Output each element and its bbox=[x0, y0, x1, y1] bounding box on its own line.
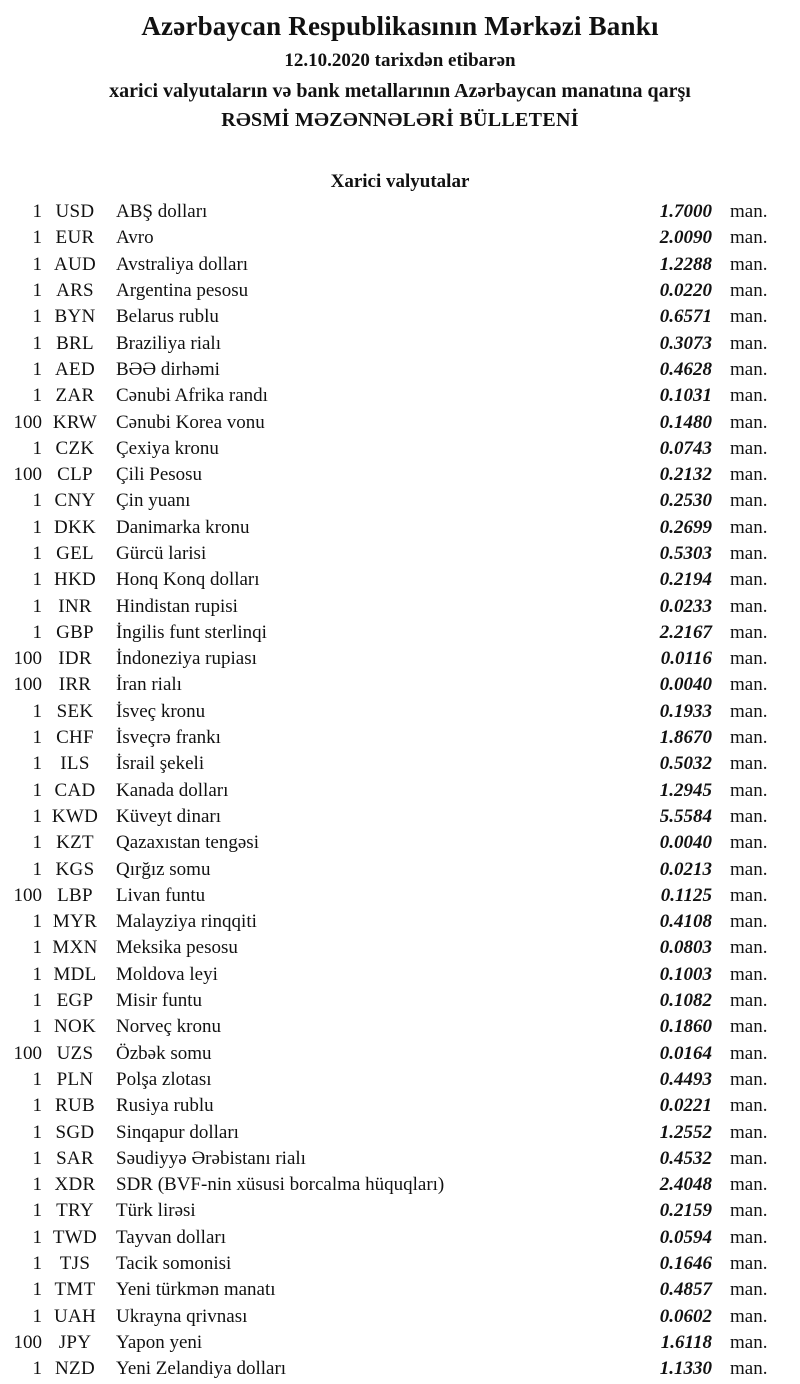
currency-name: SDR (BVF-nin xüsusi borcalma hüquqları) bbox=[116, 1174, 445, 1196]
currency-quantity: 1 bbox=[32, 201, 42, 223]
section-title-foreign-currencies: Xarici valyutalar bbox=[330, 171, 470, 192]
currency-unit: man. bbox=[730, 884, 768, 906]
currency-name: Belarus rublu bbox=[116, 306, 219, 328]
currency-rate-row bbox=[0, 357, 800, 383]
currency-code: SEK bbox=[56, 700, 94, 722]
currency-rate-row bbox=[0, 883, 800, 909]
currency-code: CZK bbox=[55, 437, 95, 459]
currency-quantity: 1 bbox=[32, 595, 42, 617]
currency-name: Çin yuanı bbox=[116, 490, 191, 512]
currency-rate-row bbox=[0, 1356, 800, 1382]
currency-name: Kanada dolları bbox=[116, 779, 229, 801]
currency-rate-row bbox=[0, 567, 800, 593]
currency-quantity: 100 bbox=[13, 884, 42, 906]
currency-rate: 0.2699 bbox=[659, 516, 712, 538]
currency-quantity: 1 bbox=[32, 227, 42, 249]
currency-rate: 0.0602 bbox=[659, 1305, 712, 1327]
currency-name: Hindistan rupisi bbox=[116, 595, 238, 617]
currency-unit: man. bbox=[730, 385, 768, 407]
currency-unit: man. bbox=[730, 1174, 768, 1196]
currency-quantity: 1 bbox=[32, 753, 42, 775]
currency-rate-row bbox=[0, 909, 800, 935]
currency-name: Türk lirəsi bbox=[116, 1200, 196, 1222]
currency-unit: man. bbox=[730, 411, 768, 433]
currency-code: ZAR bbox=[55, 385, 95, 407]
currency-rate: 0.1646 bbox=[659, 1253, 712, 1275]
currency-name: Özbək somu bbox=[116, 1042, 212, 1064]
currency-quantity: 1 bbox=[32, 963, 42, 985]
currency-unit: man. bbox=[730, 569, 768, 591]
currency-code: MXN bbox=[52, 937, 98, 959]
currency-rate-row bbox=[0, 330, 800, 356]
currency-name: Çexiya kronu bbox=[116, 437, 219, 459]
currency-quantity: 1 bbox=[32, 727, 42, 749]
currency-code: IDR bbox=[58, 648, 92, 670]
currency-rate-row bbox=[0, 699, 800, 725]
currency-quantity: 1 bbox=[32, 832, 42, 854]
currency-code: BYN bbox=[54, 306, 96, 328]
currency-rate: 0.0233 bbox=[659, 595, 712, 617]
currency-name: Çili Pesosu bbox=[116, 464, 203, 486]
currency-rate-row bbox=[0, 672, 800, 698]
currency-rate: 0.0594 bbox=[659, 1226, 712, 1248]
currency-name: Honq Konq dolları bbox=[116, 569, 260, 591]
currency-rate: 0.6571 bbox=[659, 306, 712, 328]
currency-code: UZS bbox=[56, 1042, 94, 1064]
currency-unit: man. bbox=[730, 227, 768, 249]
currency-name: Meksika pesosu bbox=[116, 937, 238, 959]
currency-rate-row bbox=[0, 725, 800, 751]
currency-unit: man. bbox=[730, 753, 768, 775]
currency-name: Qırğız somu bbox=[116, 858, 211, 880]
currency-code: RUB bbox=[55, 1095, 95, 1117]
currency-code: KGS bbox=[55, 858, 95, 880]
currency-code: DKK bbox=[53, 516, 97, 538]
currency-rate: 0.1082 bbox=[659, 990, 712, 1012]
currency-quantity: 1 bbox=[32, 385, 42, 407]
currency-unit: man. bbox=[730, 1200, 768, 1222]
currency-code: EUR bbox=[55, 227, 95, 249]
currency-code: ILS bbox=[60, 753, 90, 775]
currency-unit: man. bbox=[730, 1358, 768, 1380]
currency-code: USD bbox=[55, 201, 95, 223]
currency-quantity: 1 bbox=[32, 543, 42, 564]
currency-rate: 1.7000 bbox=[659, 201, 712, 223]
currency-rate-row bbox=[0, 1225, 800, 1251]
currency-quantity: 1 bbox=[32, 911, 42, 933]
currency-quantity: 1 bbox=[32, 1147, 42, 1169]
currency-quantity: 1 bbox=[32, 858, 42, 880]
currency-unit: man. bbox=[730, 1253, 768, 1275]
effective-date-line: 12.10.2020 tarixdən etibarən bbox=[284, 50, 516, 71]
currency-name: Cənubi Korea vonu bbox=[116, 411, 265, 433]
currency-quantity: 1 bbox=[32, 516, 42, 538]
currency-rate-row bbox=[0, 515, 800, 541]
currency-rate: 0.1860 bbox=[659, 1016, 712, 1038]
currency-code: IRR bbox=[58, 674, 92, 696]
currency-code: JPY bbox=[58, 1331, 92, 1353]
currency-code: TRY bbox=[56, 1200, 94, 1222]
currency-quantity: 1 bbox=[32, 1068, 42, 1090]
currency-name: Norveç kronu bbox=[116, 1016, 221, 1038]
currency-rate: 0.1933 bbox=[659, 700, 712, 722]
currency-rate: 0.2159 bbox=[659, 1200, 712, 1222]
currency-rate-row bbox=[0, 199, 800, 225]
currency-quantity: 1 bbox=[32, 1279, 42, 1301]
currency-quantity: 1 bbox=[32, 358, 42, 380]
currency-rate: 0.4857 bbox=[659, 1279, 712, 1301]
currency-quantity: 1 bbox=[32, 1253, 42, 1275]
currency-rate: 1.2288 bbox=[659, 253, 712, 275]
currency-unit: man. bbox=[730, 1121, 768, 1143]
currency-rate-row bbox=[0, 1014, 800, 1040]
currency-rate-row bbox=[0, 436, 800, 462]
currency-rate: 0.4532 bbox=[659, 1147, 712, 1169]
currency-name: Misir funtu bbox=[116, 990, 203, 1012]
currency-quantity: 1 bbox=[32, 1358, 42, 1380]
currency-rate-row bbox=[0, 778, 800, 804]
currency-code: KWD bbox=[51, 805, 99, 827]
currency-code: TJS bbox=[59, 1253, 91, 1275]
currency-name: Avro bbox=[116, 227, 154, 249]
currency-code: CHF bbox=[56, 727, 94, 749]
currency-rate: 0.0040 bbox=[659, 832, 712, 854]
currency-rate-row bbox=[0, 541, 800, 567]
currency-code: UAH bbox=[53, 1305, 97, 1327]
currency-rate: 0.0164 bbox=[659, 1042, 712, 1064]
currency-code: GBP bbox=[56, 621, 94, 643]
currency-unit: man. bbox=[730, 1147, 768, 1169]
currency-rate-row bbox=[0, 304, 800, 330]
currency-name: Qazaxıstan tengəsi bbox=[116, 832, 259, 854]
currency-name: İndoneziya rupiası bbox=[116, 648, 257, 670]
currency-code: PLN bbox=[56, 1068, 94, 1090]
currency-name: İsveç kronu bbox=[116, 700, 206, 722]
currency-code: SGD bbox=[55, 1121, 95, 1143]
currency-quantity: 1 bbox=[32, 306, 42, 328]
currency-unit: man. bbox=[730, 595, 768, 617]
currency-code: MYR bbox=[52, 911, 98, 933]
currency-unit: man. bbox=[730, 674, 768, 696]
currency-rate: 0.0221 bbox=[659, 1095, 712, 1117]
currency-unit: man. bbox=[730, 1331, 768, 1353]
currency-rate-row bbox=[0, 1330, 800, 1356]
currency-unit: man. bbox=[730, 464, 768, 486]
currency-rate: 2.4048 bbox=[659, 1174, 712, 1196]
currency-name: ABŞ dolları bbox=[116, 201, 208, 223]
currency-quantity: 100 bbox=[13, 1042, 42, 1064]
currency-name: Ukrayna qrivnası bbox=[116, 1305, 248, 1327]
currency-rate: 0.2132 bbox=[659, 464, 712, 486]
currency-unit: man. bbox=[730, 937, 768, 959]
currency-quantity: 1 bbox=[32, 569, 42, 591]
currency-rate-row bbox=[0, 962, 800, 988]
currency-rate: 0.1480 bbox=[659, 411, 712, 433]
bank-name-title: Azərbaycan Respublikasının Mərkəzi Bankı bbox=[141, 11, 659, 41]
currency-rate-row bbox=[0, 383, 800, 409]
currency-unit: man. bbox=[730, 779, 768, 801]
currency-name: Polşa zlotası bbox=[116, 1068, 212, 1090]
currency-unit: man. bbox=[730, 358, 768, 380]
currency-name: Malayziya rinqqiti bbox=[116, 911, 257, 933]
currency-unit: man. bbox=[730, 1016, 768, 1038]
currency-code: INR bbox=[58, 595, 92, 617]
currency-rate: 0.5303 bbox=[659, 543, 712, 564]
currency-name: Küveyt dinarı bbox=[116, 805, 222, 827]
currency-unit: man. bbox=[730, 700, 768, 722]
currency-rate-row bbox=[0, 830, 800, 856]
currency-quantity: 100 bbox=[13, 411, 42, 433]
currency-rate-row bbox=[0, 856, 800, 882]
currency-name: Yapon yeni bbox=[116, 1331, 203, 1353]
currency-rate-row bbox=[0, 1303, 800, 1329]
currency-rate: 5.5584 bbox=[659, 805, 712, 827]
currency-quantity: 1 bbox=[32, 990, 42, 1012]
currency-unit: man. bbox=[730, 911, 768, 933]
currency-rate: 1.1330 bbox=[659, 1358, 712, 1380]
currency-code: ARS bbox=[56, 280, 94, 302]
currency-name: BƏƏ dirhəmi bbox=[116, 358, 220, 380]
currency-rate: 0.2194 bbox=[659, 569, 712, 591]
currency-rate-row bbox=[0, 462, 800, 488]
currency-rate: 0.4108 bbox=[659, 911, 712, 933]
currency-rate-row bbox=[0, 593, 800, 619]
currency-rate-row bbox=[0, 620, 800, 646]
currency-code: TWD bbox=[52, 1226, 98, 1248]
currency-quantity: 1 bbox=[32, 1200, 42, 1222]
currency-code: BRL bbox=[56, 332, 94, 354]
currency-name: Danimarka kronu bbox=[116, 516, 250, 538]
currency-name: Moldova leyi bbox=[116, 963, 218, 985]
currency-name: Tacik somonisi bbox=[116, 1253, 232, 1275]
bulletin-header bbox=[0, 0, 800, 133]
currency-rate-row bbox=[0, 1277, 800, 1303]
currency-unit: man. bbox=[730, 306, 768, 328]
currency-name: Yeni Zelandiya dolları bbox=[116, 1358, 287, 1380]
currency-code: CLP bbox=[57, 464, 93, 486]
currency-quantity: 100 bbox=[13, 648, 42, 670]
currency-quantity: 100 bbox=[13, 464, 42, 486]
currency-rate-row bbox=[0, 1093, 800, 1119]
currency-rates-table bbox=[0, 199, 800, 1382]
currency-name: Rusiya rublu bbox=[116, 1095, 214, 1117]
currency-code: EGP bbox=[56, 990, 94, 1012]
currency-code: XDR bbox=[54, 1174, 96, 1196]
currency-code: SAR bbox=[56, 1147, 94, 1169]
currency-quantity: 1 bbox=[32, 621, 42, 643]
currency-rate-row bbox=[0, 935, 800, 961]
currency-code: NOK bbox=[53, 1016, 97, 1038]
currency-unit: man. bbox=[730, 490, 768, 512]
currency-unit: man. bbox=[730, 516, 768, 538]
currency-name: Gürcü larisi bbox=[116, 543, 207, 564]
currency-rate: 1.2552 bbox=[659, 1121, 712, 1143]
currency-name: Cənubi Afrika randı bbox=[116, 385, 268, 407]
currency-rate-row bbox=[0, 804, 800, 830]
currency-quantity: 100 bbox=[13, 674, 42, 696]
currency-rate: 0.3073 bbox=[659, 332, 712, 354]
currency-rate-row bbox=[0, 1041, 800, 1067]
currency-quantity: 1 bbox=[32, 1121, 42, 1143]
currency-rate: 1.8670 bbox=[659, 727, 712, 749]
currency-unit: man. bbox=[730, 832, 768, 854]
currency-rate: 0.0220 bbox=[659, 280, 712, 302]
currency-unit: man. bbox=[730, 621, 768, 643]
currency-unit: man. bbox=[730, 963, 768, 985]
currency-rate-row bbox=[0, 751, 800, 777]
currency-unit: man. bbox=[730, 1068, 768, 1090]
currency-code: CAD bbox=[54, 779, 96, 801]
currency-name: İngilis funt sterlinqi bbox=[116, 621, 267, 643]
currency-quantity: 1 bbox=[32, 700, 42, 722]
currency-quantity: 1 bbox=[32, 437, 42, 459]
currency-unit: man. bbox=[730, 543, 768, 564]
currency-unit: man. bbox=[730, 253, 768, 275]
currency-unit: man. bbox=[730, 332, 768, 354]
currency-rate: 1.2945 bbox=[659, 779, 712, 801]
currency-unit: man. bbox=[730, 1226, 768, 1248]
bulletin-title: RƏSMİ MƏZƏNNƏLƏRİ BÜLLETENİ bbox=[221, 109, 579, 131]
currency-unit: man. bbox=[730, 1305, 768, 1327]
currency-rate: 0.0743 bbox=[659, 437, 712, 459]
currency-rate: 2.2167 bbox=[659, 621, 712, 643]
currency-name: İsrail şekeli bbox=[116, 753, 205, 775]
currency-rate: 0.0213 bbox=[659, 858, 712, 880]
currency-quantity: 100 bbox=[13, 1331, 42, 1353]
currency-rate: 0.4628 bbox=[659, 358, 712, 380]
currency-code: MDL bbox=[53, 963, 97, 985]
currency-rate-row bbox=[0, 1119, 800, 1145]
currency-code: CNY bbox=[54, 490, 96, 512]
currency-unit: man. bbox=[730, 1279, 768, 1301]
currency-rate: 1.6118 bbox=[660, 1331, 712, 1353]
currency-rate: 0.1003 bbox=[659, 963, 712, 985]
currency-quantity: 1 bbox=[32, 1174, 42, 1196]
currency-quantity: 1 bbox=[32, 1016, 42, 1038]
currency-unit: man. bbox=[730, 280, 768, 302]
currency-code: TMT bbox=[54, 1279, 96, 1301]
currency-rate-row bbox=[0, 1146, 800, 1172]
currency-quantity: 1 bbox=[32, 253, 42, 275]
currency-rate: 0.1125 bbox=[660, 884, 712, 906]
currency-quantity: 1 bbox=[32, 280, 42, 302]
currency-unit: man. bbox=[730, 727, 768, 749]
currency-unit: man. bbox=[730, 1042, 768, 1064]
currency-quantity: 1 bbox=[32, 937, 42, 959]
currency-name: Braziliya rialı bbox=[116, 332, 221, 354]
currency-quantity: 1 bbox=[32, 1305, 42, 1327]
currency-quantity: 1 bbox=[32, 1095, 42, 1117]
currency-code: NZD bbox=[55, 1358, 95, 1380]
currency-quantity: 1 bbox=[32, 805, 42, 827]
currency-rate-row bbox=[0, 1251, 800, 1277]
currency-rate: 0.0803 bbox=[659, 937, 712, 959]
currency-rate-row bbox=[0, 1172, 800, 1198]
currency-code: GEL bbox=[56, 543, 94, 564]
currency-rate-row bbox=[0, 646, 800, 672]
currency-rate: 0.5032 bbox=[659, 753, 712, 775]
currency-rate: 0.4493 bbox=[659, 1068, 712, 1090]
currency-quantity: 1 bbox=[32, 779, 42, 801]
currency-rate-row bbox=[0, 278, 800, 304]
currency-name: Səudiyyə Ərəbistanı rialı bbox=[116, 1147, 306, 1169]
currency-code: KZT bbox=[56, 832, 94, 854]
currency-unit: man. bbox=[730, 805, 768, 827]
currency-rate: 0.0040 bbox=[659, 674, 712, 696]
currency-rate-row bbox=[0, 488, 800, 514]
currency-rate: 0.0116 bbox=[660, 648, 712, 670]
currency-code: KRW bbox=[52, 411, 98, 433]
currency-unit: man. bbox=[730, 648, 768, 670]
currency-rate: 0.1031 bbox=[659, 385, 712, 407]
currency-name: Sinqapur dolları bbox=[116, 1121, 239, 1143]
currency-name: Argentina pesosu bbox=[116, 280, 249, 302]
currency-unit: man. bbox=[730, 437, 768, 459]
currency-unit: man. bbox=[730, 858, 768, 880]
currency-code: LBP bbox=[57, 884, 93, 906]
currency-name: İran rialı bbox=[116, 674, 182, 696]
currency-code: HKD bbox=[53, 569, 97, 591]
currency-unit: man. bbox=[730, 990, 768, 1012]
currency-rate-row bbox=[0, 409, 800, 435]
currency-code: AED bbox=[55, 358, 95, 380]
currency-unit: man. bbox=[730, 201, 768, 223]
currency-code: AUD bbox=[53, 253, 97, 275]
currency-name: Yeni türkmən manatı bbox=[116, 1279, 276, 1301]
currency-name: Tayvan dolları bbox=[116, 1226, 226, 1248]
currency-rate-row bbox=[0, 252, 800, 278]
currency-quantity: 1 bbox=[32, 490, 42, 512]
currency-rate: 0.2530 bbox=[659, 490, 712, 512]
currency-rate: 2.0090 bbox=[659, 227, 712, 249]
bulletin-subtitle: xarici valyutaların və bank metallarının Azərbaycan manatına qarşı bbox=[109, 80, 691, 102]
currency-rate-row bbox=[0, 225, 800, 251]
currency-name: Livan funtu bbox=[116, 884, 206, 906]
currency-rate-row bbox=[0, 1067, 800, 1093]
currency-quantity: 1 bbox=[32, 1226, 42, 1248]
currency-unit: man. bbox=[730, 1095, 768, 1117]
currency-name: İsveçrə frankı bbox=[116, 727, 221, 749]
currency-quantity: 1 bbox=[32, 332, 42, 354]
currency-rate-row bbox=[0, 1198, 800, 1224]
currency-name: Avstraliya dolları bbox=[116, 253, 249, 275]
currency-rate-row bbox=[0, 988, 800, 1014]
